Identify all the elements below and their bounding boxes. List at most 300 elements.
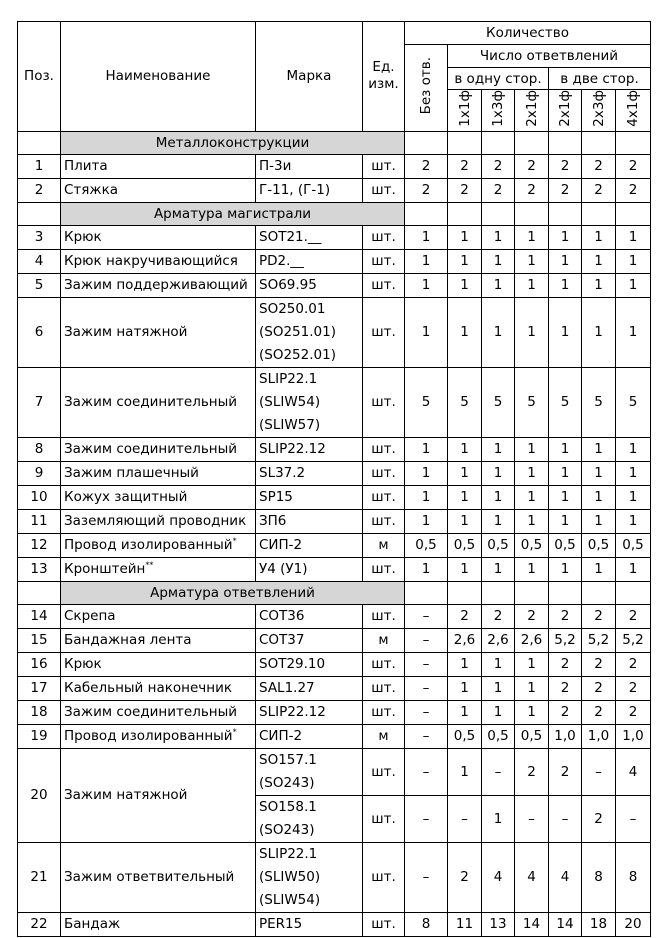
qty-cell: – [405, 795, 448, 842]
qty-cell: 8 [405, 912, 448, 936]
name-cell [61, 154, 256, 178]
item-name: Крюк накручивающийся [64, 253, 238, 270]
table-row [18, 676, 651, 700]
qty-cell: – [616, 795, 651, 842]
qty-cell: 8 [582, 842, 616, 912]
item-name: Бандажная лента [64, 632, 192, 649]
empty-cell [549, 202, 582, 225]
header-quantity: Количество [405, 22, 651, 45]
item-name: Зажим соединительный [64, 704, 238, 721]
footnote-mark: * [232, 727, 237, 737]
pos-cell: 19 [18, 724, 61, 748]
qty-cell: 20 [616, 912, 651, 936]
qty-cell: 2 [582, 795, 616, 842]
qty-cell: 5 [448, 367, 482, 437]
qty-cell: 8 [616, 842, 651, 912]
qty-cell: 1 [549, 461, 582, 485]
empty-cell [405, 131, 448, 154]
qty-cell: 1 [515, 557, 549, 581]
qty-cell: 1 [448, 652, 482, 676]
qty-cell: 1 [616, 273, 651, 297]
qty-cell: 1 [448, 249, 482, 273]
item-name: Крюк [64, 229, 102, 246]
empty-cell [515, 202, 549, 225]
qty-cell: – [405, 676, 448, 700]
qty-cell: 5 [482, 367, 515, 437]
qty-cell: – [549, 795, 582, 842]
qty-cell: 2 [448, 604, 482, 628]
item-name: Стяжка [64, 182, 118, 199]
qty-cell: 5,2 [549, 628, 582, 652]
qty-cell: 2 [616, 652, 651, 676]
qty-cell: 2 [549, 178, 582, 202]
qty-cell: 2 [482, 178, 515, 202]
mark-cell: SP15 [256, 485, 363, 509]
qty-cell: 2 [448, 154, 482, 178]
pos-cell: 7 [18, 367, 61, 437]
unit-cell: шт. [363, 795, 405, 842]
qty-cell: 1 [515, 297, 549, 367]
qty-cell: 5 [616, 367, 651, 437]
table-row [18, 249, 651, 273]
name-cell [61, 676, 256, 700]
qty-cell: 1 [405, 485, 448, 509]
qty-cell: 1 [405, 249, 448, 273]
qty-cell: 5 [405, 367, 448, 437]
qty-cell: 1 [482, 557, 515, 581]
qty-cell: – [405, 724, 448, 748]
mark-cell: СИП-2 [256, 533, 363, 557]
mark-cell: SO157.1 (SO243) [256, 748, 363, 795]
unit-cell: шт. [363, 367, 405, 437]
qty-cell: 5,2 [616, 628, 651, 652]
pos-cell: 8 [18, 437, 61, 461]
mark-cell: SLIP22.12 [256, 700, 363, 724]
qty-cell: 4 [482, 842, 515, 912]
qty-cell: 1 [515, 461, 549, 485]
pos-cell: 3 [18, 225, 61, 249]
qty-cell: – [405, 604, 448, 628]
section-title: Арматура магистрали [61, 202, 405, 225]
name-cell [61, 628, 256, 652]
unit-cell: м [363, 724, 405, 748]
mark-cell: У4 (У1) [256, 557, 363, 581]
qty-cell: 1 [549, 437, 582, 461]
table-row [18, 225, 651, 249]
qty-cell: 1 [616, 461, 651, 485]
mark-cell: SO69.95 [256, 273, 363, 297]
empty-cell [482, 202, 515, 225]
empty-cell [515, 131, 549, 154]
qty-cell: 1 [482, 795, 515, 842]
qty-cell: 4 [549, 842, 582, 912]
unit-cell: шт. [363, 485, 405, 509]
qty-cell: 2 [616, 700, 651, 724]
qty-cell: 1 [515, 652, 549, 676]
qty-cell: 1 [482, 273, 515, 297]
name-cell [61, 485, 256, 509]
header-mark: Марка [256, 22, 363, 132]
qty-cell: 1 [405, 297, 448, 367]
qty-cell: – [515, 795, 549, 842]
qty-cell: 1 [549, 273, 582, 297]
name-cell [61, 652, 256, 676]
qty-cell: – [582, 748, 616, 795]
pos-cell: 22 [18, 912, 61, 936]
empty-cell [582, 202, 616, 225]
qty-cell: 1 [582, 485, 616, 509]
empty-cell [549, 131, 582, 154]
table-row [18, 178, 651, 202]
qty-cell: 1 [616, 509, 651, 533]
item-name: Кабельный наконечник [64, 680, 232, 697]
mark-cell: SAL1.27 [256, 676, 363, 700]
qty-cell: 1 [582, 249, 616, 273]
mark-cell: ЗП6 [256, 509, 363, 533]
unit-cell: шт. [363, 748, 405, 795]
qty-cell: 2 [549, 700, 582, 724]
empty-cell [616, 581, 651, 604]
unit-cell: шт. [363, 604, 405, 628]
qty-cell: 2 [482, 154, 515, 178]
header-col-5: 2х3ф [582, 90, 616, 132]
empty-cell [616, 131, 651, 154]
qty-cell: 1 [515, 700, 549, 724]
qty-cell: 2 [549, 604, 582, 628]
qty-cell: 1 [448, 297, 482, 367]
header-pos: Поз. [18, 22, 61, 132]
qty-cell: 18 [582, 912, 616, 936]
table-row [18, 628, 651, 652]
qty-cell: – [405, 842, 448, 912]
item-name: Скрепа [64, 608, 116, 625]
mark-cell: СИП-2 [256, 724, 363, 748]
item-name: Зажим соединительный [64, 394, 238, 411]
header-col-3: 2х1ф [515, 90, 549, 132]
name-cell [61, 273, 256, 297]
qty-cell: 0,5 [616, 533, 651, 557]
item-name: Провод изолированный [64, 728, 233, 745]
qty-cell: 1 [448, 557, 482, 581]
qty-cell: 1 [482, 676, 515, 700]
mark-cell: SO158.1 (SO243) [256, 795, 363, 842]
qty-cell: 1 [549, 249, 582, 273]
qty-cell: 1 [448, 485, 482, 509]
empty-cell [582, 131, 616, 154]
qty-cell: 1 [405, 437, 448, 461]
qty-cell: 14 [549, 912, 582, 936]
name-cell [61, 533, 256, 557]
pos-cell: 5 [18, 273, 61, 297]
qty-cell: 2 [582, 700, 616, 724]
unit-cell: шт. [363, 842, 405, 912]
footnote-mark: ** [145, 560, 154, 570]
qty-cell: 2 [515, 748, 549, 795]
unit-cell: шт. [363, 437, 405, 461]
qty-cell: 1 [616, 485, 651, 509]
qty-cell: 11 [448, 912, 482, 936]
qty-cell: 2 [549, 652, 582, 676]
unit-cell: шт. [363, 652, 405, 676]
qty-cell: – [405, 700, 448, 724]
pos-cell: 11 [18, 509, 61, 533]
qty-cell: 1 [515, 225, 549, 249]
qty-cell: 1 [405, 557, 448, 581]
qty-cell: – [405, 652, 448, 676]
item-name: Зажим натяжной [64, 324, 188, 341]
qty-cell: 2 [405, 154, 448, 178]
qty-cell: 2 [582, 604, 616, 628]
unit-cell: шт. [363, 509, 405, 533]
unit-cell: шт. [363, 912, 405, 936]
qty-cell: 2 [616, 178, 651, 202]
mark-cell: SL37.2 [256, 461, 363, 485]
pos-cell: 1 [18, 154, 61, 178]
item-name: Бандаж [64, 916, 121, 933]
unit-cell: шт. [363, 676, 405, 700]
name-cell [61, 557, 256, 581]
item-name: Кронштейн [64, 561, 146, 578]
qty-cell: 5 [549, 367, 582, 437]
item-name: Заземляющий проводник [64, 513, 247, 530]
qty-cell: 0,5 [405, 533, 448, 557]
mark-cell: SO250.01 (SO251.01) (SO252.01) [256, 297, 363, 367]
qty-cell: 1 [448, 700, 482, 724]
name-cell [61, 461, 256, 485]
item-name: Зажим поддерживающий [64, 277, 248, 294]
header-col-1: 1х1ф [448, 90, 482, 132]
table-row [18, 461, 651, 485]
section-row [18, 202, 651, 225]
empty-cell [18, 581, 61, 604]
name-cell [61, 367, 256, 437]
section-title: Арматура ответвлений [61, 581, 405, 604]
qty-cell: 2 [405, 178, 448, 202]
qty-cell: 1 [482, 225, 515, 249]
table-row [18, 297, 651, 367]
unit-cell: шт. [363, 461, 405, 485]
pos-cell: 6 [18, 297, 61, 367]
mark-cell: SOT21.__ [256, 225, 363, 249]
table-row [18, 557, 651, 581]
pos-cell: 12 [18, 533, 61, 557]
name-cell [61, 912, 256, 936]
qty-cell: 1 [582, 437, 616, 461]
qty-cell: 1 [482, 297, 515, 367]
table-row [18, 485, 651, 509]
qty-cell: 1 [515, 485, 549, 509]
qty-cell: 1 [582, 557, 616, 581]
item-name: Провод изолированный [64, 537, 233, 554]
qty-cell: 1 [448, 225, 482, 249]
unit-cell: шт. [363, 273, 405, 297]
empty-cell [582, 581, 616, 604]
table-row [18, 367, 651, 437]
unit-cell: шт. [363, 178, 405, 202]
qty-cell: 1 [582, 509, 616, 533]
empty-cell [405, 581, 448, 604]
name-cell [61, 249, 256, 273]
pos-cell: 20 [18, 748, 61, 842]
mark-cell: COT37 [256, 628, 363, 652]
qty-cell: 14 [515, 912, 549, 936]
qty-cell: 1 [549, 509, 582, 533]
qty-cell: 1 [549, 297, 582, 367]
qty-cell: 1 [405, 225, 448, 249]
header-col-2: 1х3ф [482, 90, 515, 132]
header-unit: Ед. изм. [363, 22, 405, 132]
qty-cell: 2,6 [515, 628, 549, 652]
pos-cell: 21 [18, 842, 61, 912]
empty-cell [18, 202, 61, 225]
qty-cell: 1 [482, 437, 515, 461]
name-cell [61, 748, 256, 842]
qty-cell: 1 [616, 225, 651, 249]
unit-cell: м [363, 533, 405, 557]
table-row [18, 604, 651, 628]
mark-cell: PER15 [256, 912, 363, 936]
qty-cell: 1 [482, 700, 515, 724]
name-cell [61, 437, 256, 461]
empty-cell [515, 581, 549, 604]
pos-cell: 17 [18, 676, 61, 700]
qty-cell: 2 [515, 604, 549, 628]
qty-cell: 1 [549, 225, 582, 249]
qty-cell: – [448, 795, 482, 842]
pos-cell: 10 [18, 485, 61, 509]
qty-cell: 1 [515, 676, 549, 700]
qty-cell: – [405, 748, 448, 795]
qty-cell: 1 [515, 437, 549, 461]
header-name: Наименование [61, 22, 256, 132]
qty-cell: 2 [616, 154, 651, 178]
mark-cell: COT36 [256, 604, 363, 628]
mark-cell: Г-11, (Г-1) [256, 178, 363, 202]
empty-cell [482, 131, 515, 154]
qty-cell: 0,5 [549, 533, 582, 557]
mark-cell: SOT29.10 [256, 652, 363, 676]
qty-cell: 1,0 [549, 724, 582, 748]
qty-cell: 2 [582, 154, 616, 178]
table-row [18, 700, 651, 724]
name-cell [61, 604, 256, 628]
qty-cell: 1 [405, 509, 448, 533]
section-row [18, 581, 651, 604]
unit-cell: шт. [363, 225, 405, 249]
pos-cell: 4 [18, 249, 61, 273]
qty-cell: 2 [582, 178, 616, 202]
pos-cell: 16 [18, 652, 61, 676]
qty-cell: 0,5 [482, 724, 515, 748]
qty-cell: 1 [482, 461, 515, 485]
qty-cell: 1 [582, 225, 616, 249]
qty-cell: 2 [616, 604, 651, 628]
qty-cell: 1 [616, 249, 651, 273]
pos-cell: 14 [18, 604, 61, 628]
qty-cell: 2 [515, 178, 549, 202]
qty-cell: – [482, 748, 515, 795]
qty-cell: 5 [515, 367, 549, 437]
qty-cell: 4 [616, 748, 651, 795]
qty-cell: 1 [448, 273, 482, 297]
empty-cell [616, 202, 651, 225]
qty-cell: 13 [482, 912, 515, 936]
table-row [18, 437, 651, 461]
qty-cell: 2 [482, 604, 515, 628]
qty-cell: 5,2 [582, 628, 616, 652]
qty-cell: 1 [448, 748, 482, 795]
qty-cell: 2,6 [482, 628, 515, 652]
qty-cell: 2 [582, 652, 616, 676]
qty-cell: 2 [549, 748, 582, 795]
header-no-branch: Без отв. [405, 45, 448, 132]
qty-cell: 1 [616, 297, 651, 367]
qty-cell: 1 [482, 509, 515, 533]
qty-cell: 1,0 [616, 724, 651, 748]
table-row [18, 724, 651, 748]
header-branch-count: Число ответвлений [448, 45, 651, 68]
mark-cell: PD2.__ [256, 249, 363, 273]
qty-cell: 1 [482, 485, 515, 509]
unit-cell: шт. [363, 249, 405, 273]
qty-cell: 0,5 [515, 724, 549, 748]
qty-cell: 1 [549, 485, 582, 509]
qty-cell: 1 [448, 676, 482, 700]
item-name: Крюк [64, 656, 102, 673]
qty-cell: 5 [582, 367, 616, 437]
qty-cell: 1,0 [582, 724, 616, 748]
qty-cell: 1 [515, 249, 549, 273]
item-name: Плита [64, 158, 108, 175]
qty-cell: 2 [515, 154, 549, 178]
table-row [18, 652, 651, 676]
header-col-4: 2х1ф [549, 90, 582, 132]
qty-cell: 0,5 [448, 724, 482, 748]
unit-cell: шт. [363, 700, 405, 724]
qty-cell: 1 [482, 249, 515, 273]
footnote-mark: * [232, 536, 237, 546]
qty-cell: 2 [549, 676, 582, 700]
empty-cell [405, 202, 448, 225]
empty-cell [549, 581, 582, 604]
qty-cell: 0,5 [448, 533, 482, 557]
qty-cell: 2 [448, 842, 482, 912]
qty-cell: 2 [616, 676, 651, 700]
qty-cell: 1 [405, 461, 448, 485]
empty-cell [448, 131, 482, 154]
name-cell [61, 509, 256, 533]
empty-cell [448, 581, 482, 604]
table-row [18, 509, 651, 533]
qty-cell: 4 [515, 842, 549, 912]
unit-cell: шт. [363, 297, 405, 367]
qty-cell: 1 [448, 461, 482, 485]
mark-cell: SLIP22.1 (SLIW50) (SLIW54) [256, 842, 363, 912]
qty-cell: 2 [448, 178, 482, 202]
qty-cell: 1 [582, 297, 616, 367]
name-cell [61, 700, 256, 724]
table-row [18, 912, 651, 936]
qty-cell: 1 [616, 437, 651, 461]
qty-cell: 1 [616, 557, 651, 581]
header-one-side: в одну стор. [448, 68, 549, 90]
qty-cell: 0,5 [482, 533, 515, 557]
qty-cell: 1 [405, 273, 448, 297]
header-two-sides: в две стор. [549, 68, 651, 90]
empty-cell [482, 581, 515, 604]
item-name: Зажим соединительный [64, 441, 238, 458]
pos-cell: 2 [18, 178, 61, 202]
